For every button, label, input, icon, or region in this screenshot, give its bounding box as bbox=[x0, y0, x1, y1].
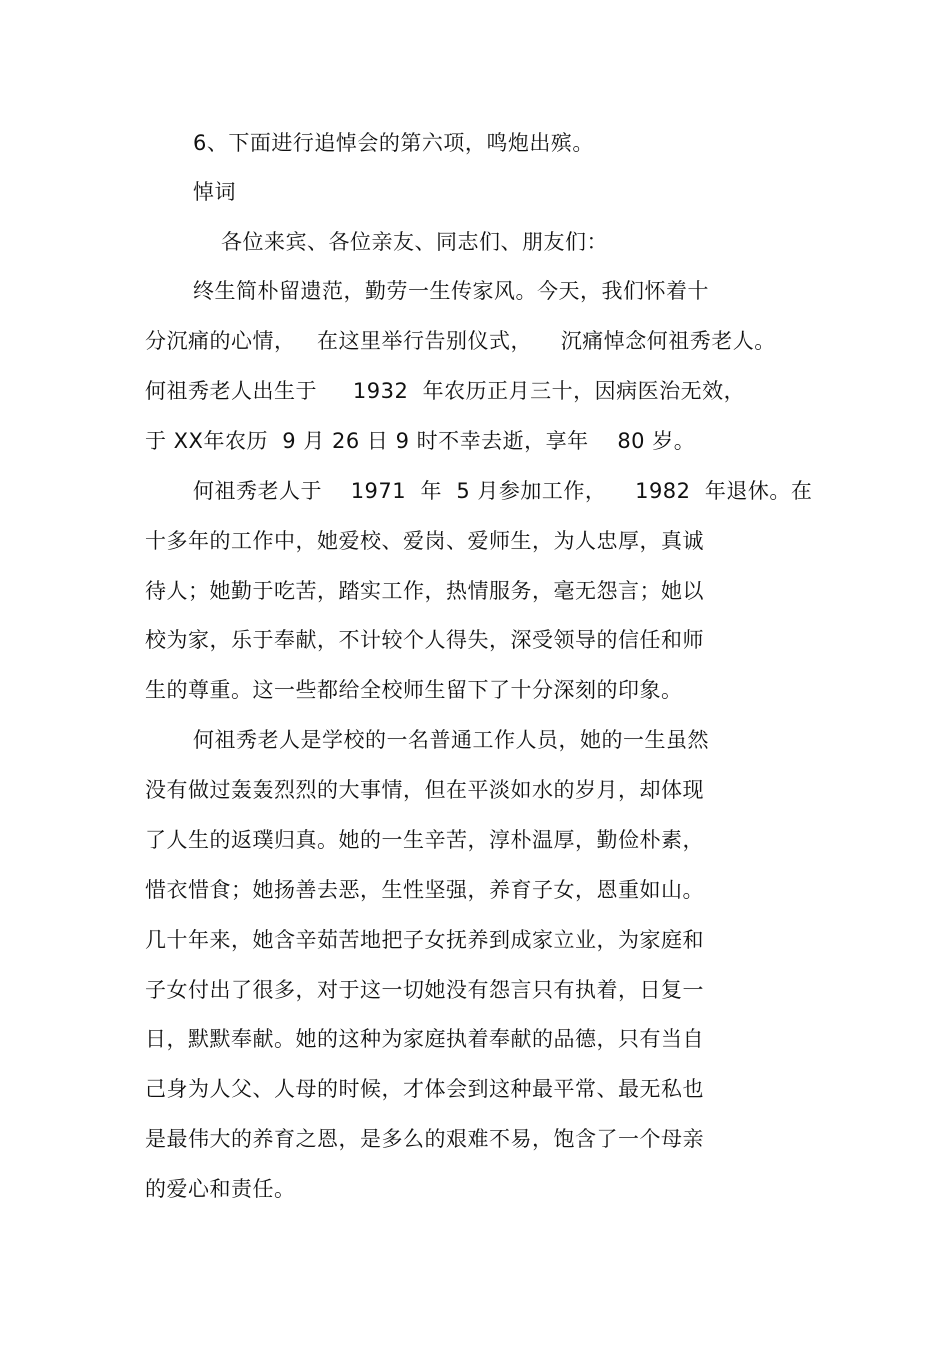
paragraph-line: 待人；她勤于吃苦，踏实工作，热情服务，毫无怨言；她以 bbox=[145, 579, 704, 603]
paragraph-line: 何祖秀老人出生于 1932 年农历正月三十，因病医治无效， bbox=[145, 379, 746, 403]
paragraph-line: 校为家，乐于奉献，不计较个人得失，深受领导的信任和师 bbox=[145, 628, 704, 652]
paragraph-line: 十多年的工作中，她爱校、爱岗、爱师生，为人忠厚，真诚 bbox=[145, 529, 704, 553]
paragraph-line: 何祖秀老人是学校的一名普通工作人员，她的一生虽然 bbox=[193, 728, 709, 752]
paragraph-line: 没有做过轰轰烈烈的大事情，但在平淡如水的岁月，却体现 bbox=[145, 778, 704, 802]
paragraph-line: 子女付出了很多，对于这一切她没有怨言只有执着，日复一 bbox=[145, 978, 704, 1002]
paragraph-line: 分沉痛的心情， 在这里举行告别仪式， 沉痛悼念何祖秀老人。 bbox=[145, 329, 776, 353]
paragraph-line: 的爱心和责任。 bbox=[145, 1177, 296, 1201]
paragraph-line: 了人生的返璞归真。她的一生辛苦，淳朴温厚，勤俭朴素， bbox=[145, 828, 704, 852]
paragraph-line: 己身为人父、人母的时候，才体会到这种最平常、最无私也 bbox=[145, 1077, 704, 1101]
paragraph-line: 何祖秀老人于 1971 年 5 月参加工作， 1982 年退休。在 bbox=[193, 479, 813, 503]
eulogy-heading: 悼词 bbox=[193, 180, 236, 204]
paragraph-line: 是最伟大的养育之恩，是多么的艰难不易，饱含了一个母亲 bbox=[145, 1127, 704, 1151]
paragraph-line: 日，默默奉献。她的这种为家庭执着奉献的品德，只有当自 bbox=[145, 1027, 704, 1051]
paragraph-line: 终生简朴留遗范，勤劳一生传家风。今天，我们怀着十 bbox=[193, 279, 709, 303]
salutation: 各位来宾、各位亲友、同志们、朋友们： bbox=[221, 230, 608, 254]
paragraph-line: 生的尊重。这一些都给全校师生留下了十分深刻的印象。 bbox=[145, 678, 683, 702]
agenda-item-six: 6、下面进行追悼会的第六项，鸣炮出殡。 bbox=[193, 131, 594, 155]
paragraph-line: 几十年来，她含辛茹苦地把子女抚养到成家立业，为家庭和 bbox=[145, 928, 704, 952]
paragraph-line: 于 XX年农历 9 月 26 日 9 时不幸去逝，享年 80 岁。 bbox=[145, 429, 696, 453]
paragraph-line: 惜衣惜食；她扬善去恶，生性坚强，养育子女，恩重如山。 bbox=[145, 878, 704, 902]
